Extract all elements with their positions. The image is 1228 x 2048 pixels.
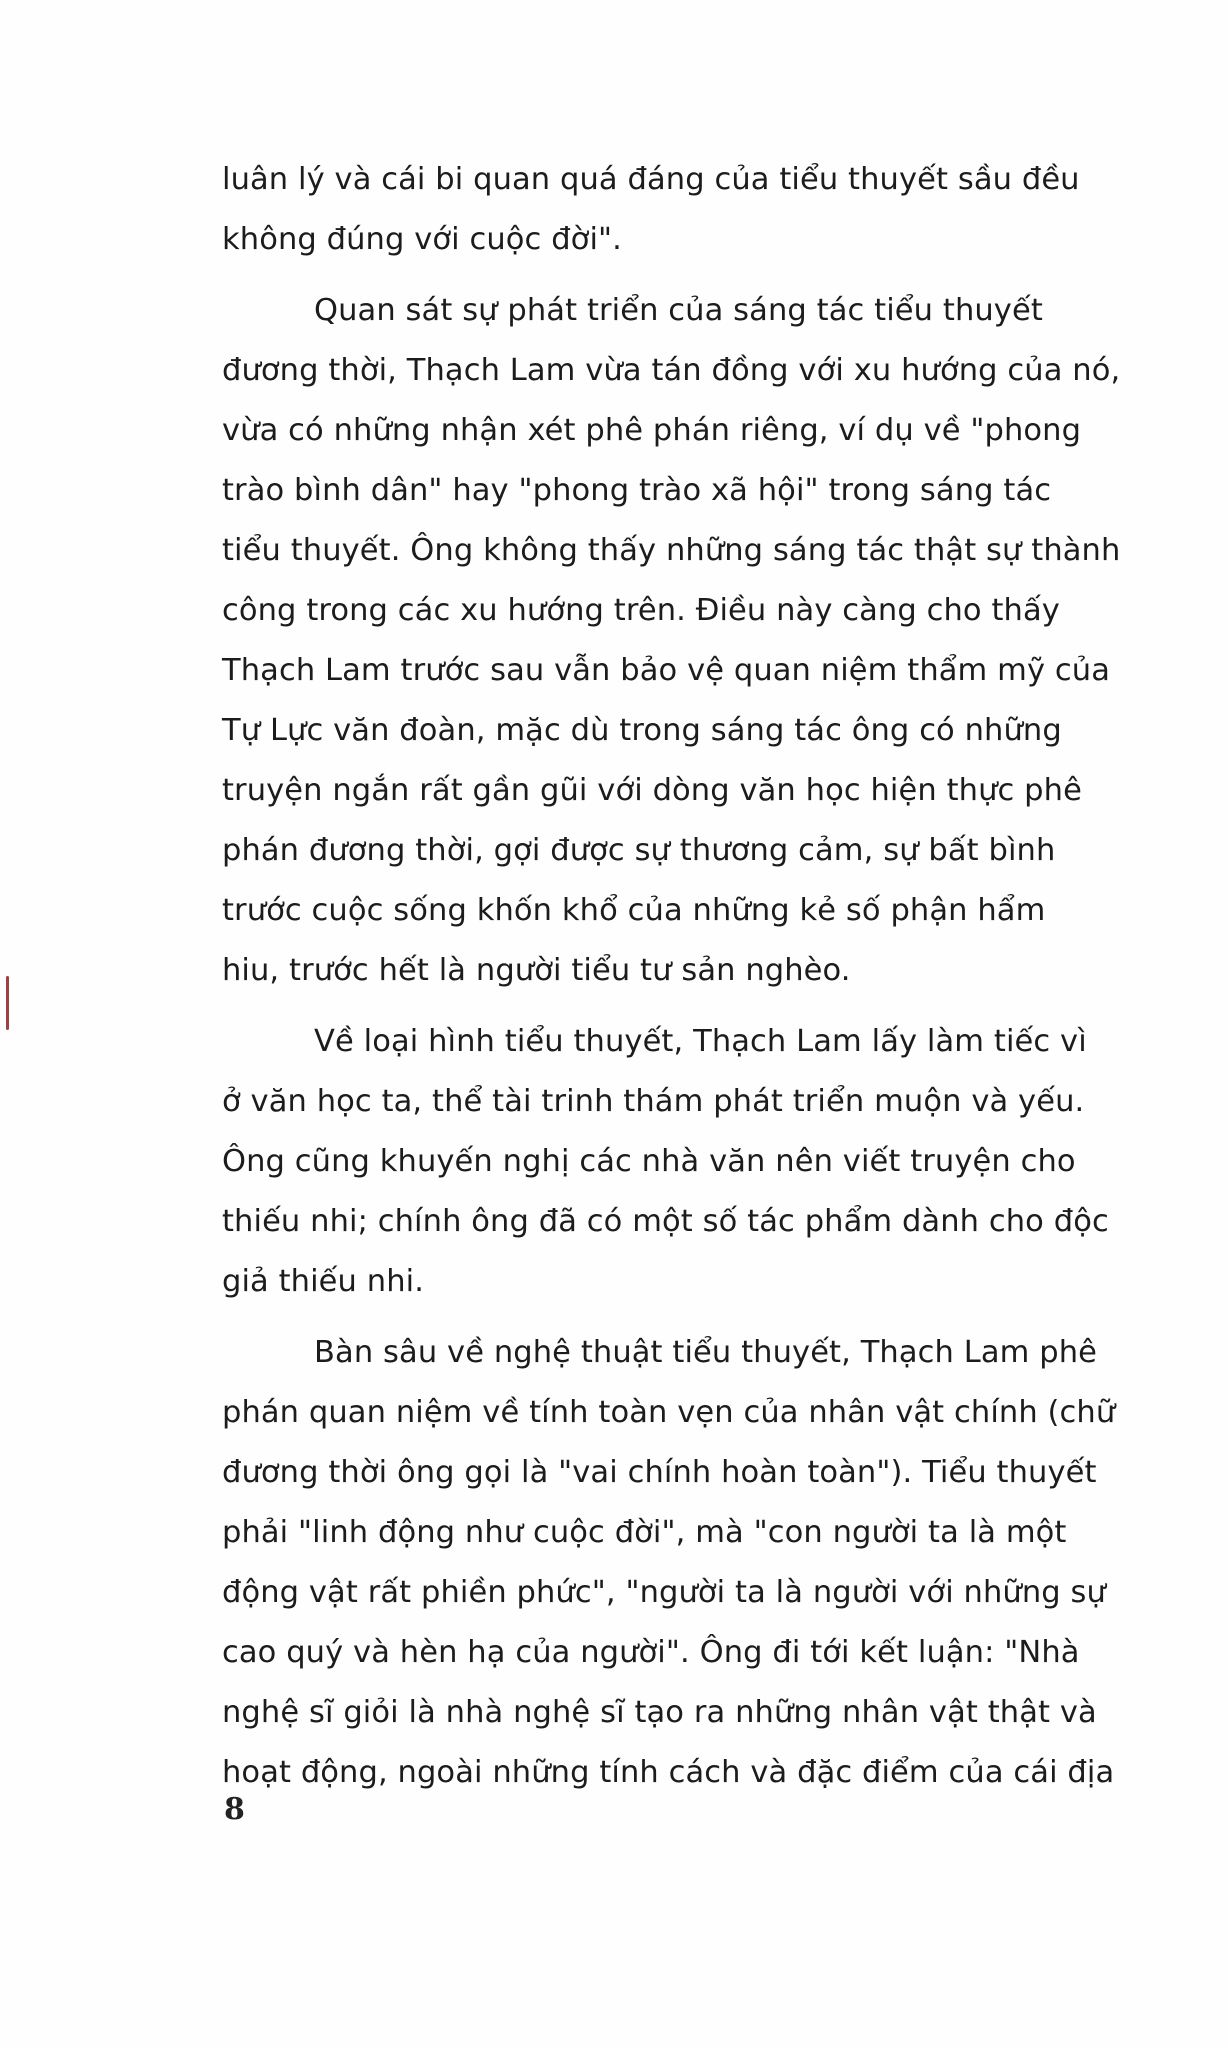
text-line: Thạch Lam trước sau vẫn bảo vệ quan niệm thẩm mỹ của [222,653,1110,688]
page-edge-mark [6,976,9,1030]
paragraph-start: Về loại hình tiểu thuyết, Thạch Lam lấy làm tiếc vì [314,1024,1087,1059]
text-line: tiểu thuyết. Ông không thấy những sáng tác thật sự thành [222,533,1121,568]
text-line: cao quý và hèn hạ của người". Ông đi tới kết luận: "Nhà [222,1635,1080,1670]
paragraph-start: Bàn sâu về nghệ thuật tiểu thuyết, Thạch Lam phê [314,1335,1097,1370]
text-line: ở văn học ta, thể tài trinh thám phát triển muộn và yếu. [222,1084,1085,1119]
text-line: công trong các xu hướng trên. Điều này càng cho thấy [222,593,1060,628]
text-line: phải "linh động như cuộc đời", mà "con người ta là một [222,1515,1067,1550]
text-line: giả thiếu nhi. [222,1264,425,1299]
text-line: trước cuộc sống khốn khổ của những kẻ số phận hẩm [222,893,1046,928]
text-line: truyện ngắn rất gần gũi với dòng văn học hiện thực phê [222,773,1082,808]
page-number: 8 [224,1792,245,1827]
text-line: trào bình dân" hay "phong trào xã hội" trong sáng tác [222,473,1052,508]
text-line: phán quan niệm về tính toàn vẹn của nhân vật chính (chữ [222,1395,1116,1430]
text-line: hiu, trước hết là người tiểu tư sản nghèo. [222,953,851,988]
text-line: động vật rất phiền phức", "người ta là người với những sự [222,1575,1106,1610]
body-text [222,150,1122,1803]
paragraph-start: Quan sát sự phát triển của sáng tác tiểu thuyết [314,293,1043,328]
text-line: luân lý và cái bi quan quá đáng của tiểu thuyết sầu đều [222,162,1080,197]
text-line: đương thời ông gọi là "vai chính hoàn toàn"). Tiểu thuyết [222,1455,1097,1490]
text-line: vừa có những nhận xét phê phán riêng, ví dụ về "phong [222,413,1082,448]
text-line: nghệ sĩ giỏi là nhà nghệ sĩ tạo ra những nhân vật thật và [222,1695,1097,1730]
text-line: đương thời, Thạch Lam vừa tán đồng với xu hướng của nó, [222,353,1121,388]
text-line: Tự Lực văn đoàn, mặc dù trong sáng tác ông có những [222,713,1062,748]
text-line: hoạt động, ngoài những tính cách và đặc điểm của cái địa [222,1755,1115,1790]
text-line: phán đương thời, gợi được sự thương cảm, sự bất bình [222,833,1056,868]
text-line: Ông cũng khuyến nghị các nhà văn nên viết truyện cho [222,1144,1076,1179]
text-line: thiếu nhi; chính ông đã có một số tác phẩm dành cho độc [222,1204,1109,1239]
text-line: không đúng với cuộc đời". [222,222,622,257]
